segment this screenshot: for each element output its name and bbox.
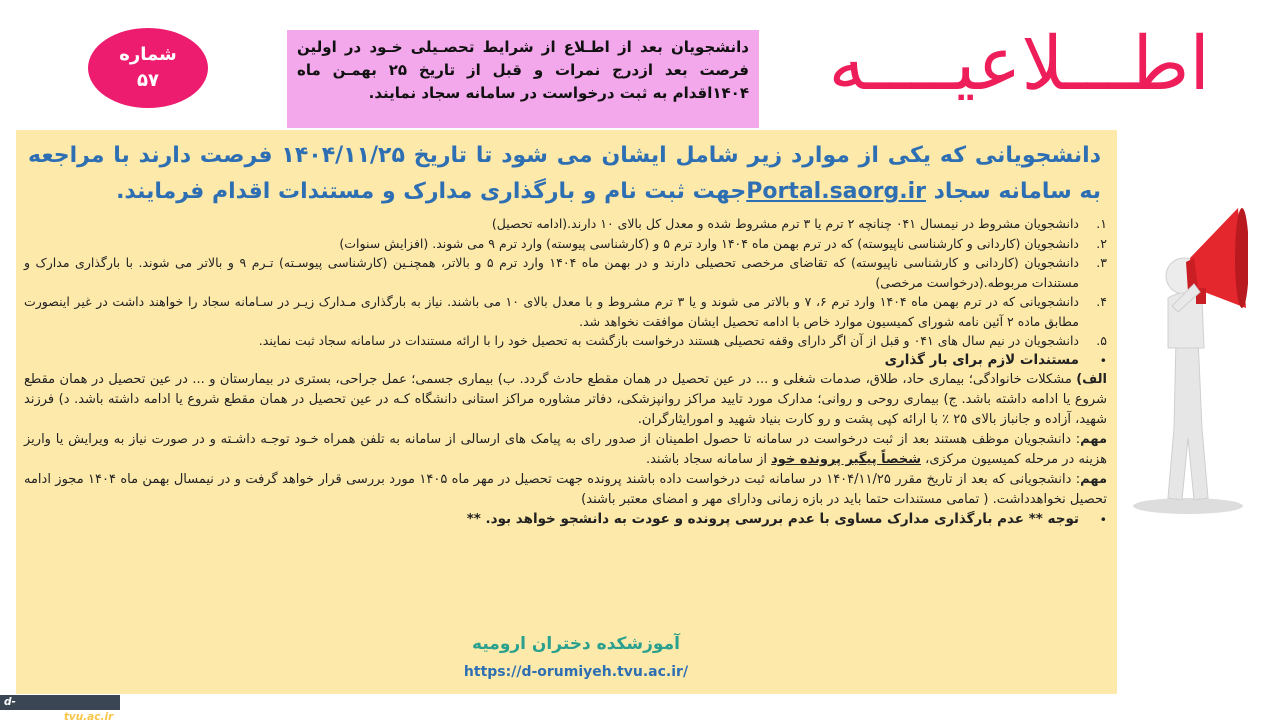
top-note: دانشجویان بعد از اطـلاع از شرایط تحصـیلی خـود در اولین فرصت بعد ازدرج نمرات و قبل از تاریخ ۲۵ بهمـن ماه ۱۴۰۴اقدام به ثبت درخواست در سامانه سجاد نمایند. <box>287 30 759 128</box>
footer-site-label <box>0 695 120 723</box>
item-text: دانشجویان (کاردانی و کارشناسی ناپیوسته) که تقاضای مرخصی تحصیلی دارند و در بهمن ماه ۱۴۰۴ وارد ترم ۵ و بالاتر، همچنـین (کارشناسی پیوسـته) تـرم ۹ و بالاتر می شوند. با بارگذاری مدارک و مستندات مربوطه.(درخواست مرخصی) <box>24 255 1079 290</box>
badge-number: ۵۷ <box>137 70 159 91</box>
item-number: ۴. <box>1096 294 1107 309</box>
rules-list <box>24 214 1107 530</box>
requirements-heading-row <box>24 351 1107 371</box>
requirements-heading: مستندات لازم برای بار گذاری <box>884 351 1079 368</box>
portal-link[interactable]: Portal.saorg.ir <box>746 179 926 204</box>
item-text: دانشجویانی که در ترم بهمن ماه ۱۴۰۴ وارد ترم ۶، ۷ و بالاتر می شوند و یا ۳ ترم مشروط و با معدل بالای ۱۰ می باشند. نیاز به بارگذاری مـدارک زیـر در سـامانه سجاد را خواهند داشت در غیر اینصورت مطابق ماده ۲ آئین نامه شورای کمیسیون موارد خاص با ادامه تحصیل ایشان موافقت نخواهد شد. <box>24 294 1080 329</box>
item-number: ۱. <box>1096 216 1107 231</box>
college-url[interactable]: https://d-orumiyeh.tvu.ac.ir/ <box>463 664 689 680</box>
list-item <box>24 253 1107 292</box>
requirements-text <box>24 370 1107 430</box>
megaphone-icon <box>1128 188 1248 518</box>
item-text: دانشجویان (کاردانی و کارشناسی ناپیوسته) که در ترم بهمن ماه ۱۴۰۴ وارد ترم ۵ و (کارشناسی پیوسته) وارد ترم ۹ می شوند. (افزایش سنوات) <box>339 235 1079 251</box>
list-item <box>24 234 1107 254</box>
bullet-icon: • <box>1099 512 1107 527</box>
number-badge <box>88 28 208 108</box>
warning-row <box>24 510 1107 530</box>
requirements-lead: الف) <box>1076 372 1107 387</box>
announcement-panel <box>16 130 1117 694</box>
footer-suffix: tvu.ac.ir <box>63 711 114 723</box>
important-note-1 <box>24 430 1107 470</box>
list-item <box>24 292 1107 331</box>
item-number: ۵. <box>1096 333 1107 348</box>
important-emphasis: شخصاً پیگیر پرونده خود <box>771 452 921 467</box>
requirements-body: مشکلات خانوادگی؛ بیماری حاد، طلاق، صدمات شغلی و ... در عین تحصیل در همان مقطع حادث گردد. ب) بیماری جسمی؛ عمل جراحی، بستری در بیمارستان و ... در عین تحصیل در همان مقطع شروع یا ادامه داشته باشد. ج) بیماری روحی و روانی؛ مدارک مورد تایید مراکز روانپزشکی، دفاتر مشاوره مراکز استانی دانشگاه کـه در عین تحصیل در همان مقطع شروع یا ادامه داشته باشد. د) فرزند شهید، آزاده و جانباز بالای ۲۵ ٪ با ارائه کپی پشت و رو کارت بنیاد شهید و امورایثارگران. <box>24 372 1107 427</box>
lead-part2: جهت ثبت نام و بارگذاری مدارک و مستندات اقدام فرمایند. <box>116 179 747 204</box>
page-title: اطـــلاعیــــه <box>828 21 1210 107</box>
item-number: ۲. <box>1096 235 1107 251</box>
list-item <box>24 214 1107 234</box>
list-item <box>24 331 1107 351</box>
important-text-b: از سامانه سجاد باشند. <box>645 452 772 467</box>
item-number: ۳. <box>1096 255 1107 270</box>
important-note-2 <box>24 470 1107 510</box>
warning-text: توجه ** عدم بارگذاری مدارک مساوی با عدم بررسی پرونده و عودت به دانشجو خواهد بود. ** <box>466 511 1079 527</box>
item-text: دانشجویان مشروط در نیمسال ۰۴۱ چنانچه ۲ ترم یا ۳ ترم مشروط شده و معدل کل بالای ۱۰ دارند.(ادامه تحصیل) <box>491 216 1079 231</box>
footer-domain: d-orumiyeh. <box>4 696 64 723</box>
important-text: : دانشجویانی که بعد از تاریخ مقرر ۱۴۰۴/۱۱/۲۵ در سامانه ثبت درخواست داده باشند پرونده جهت تحصیل در مهر ماه ۱۴۰۵ مورد بررسی قرار خواهد گرفت و در نیمسال بهمن ماه ۱۴۰۴ مجوز ادامه تحصیل نخواهدداشت. ( تمامی مستندات حتما باید در بازه زمانی ودارای مهر و امضای معتبر باشند) <box>24 472 1107 507</box>
important-text-a: : دانشجویان موظف هستند بعد از ثبت درخواست در سامانه تا حصول اطمینان از صدور رای به پیامک های ارسالی از سامانه به تلفن همراه خـود توجـه داشـته و در صورت نیاز به ویرایش یا واریز هزینه در مرحله کمیسیون مرکزی، <box>24 432 1107 467</box>
item-text: دانشجویان در نیم سال های ۰۴۱ و قبل از آن اگر دارای وقفه تحصیلی هستند درخواست بازگشت به تحصیل خود را با ارائه مستندات در سامانه سجاد ثبت نمایند. <box>258 333 1079 348</box>
important-label: مهم <box>1080 432 1107 447</box>
bullet-icon: • <box>1099 352 1107 368</box>
lead-paragraph <box>28 138 1101 210</box>
badge-label: شماره <box>119 44 177 65</box>
important-label: مهم <box>1080 472 1107 487</box>
college-name: آموزشکده دختران ارومیه <box>472 634 680 654</box>
lead-part1: دانشجویانی که یکی از موارد زیر شامل ایشان می شود تا تاریخ ۱۴۰۴/۱۱/۲۵ فرصت دارند با مراجعه به سامانه سجاد <box>28 143 1101 204</box>
